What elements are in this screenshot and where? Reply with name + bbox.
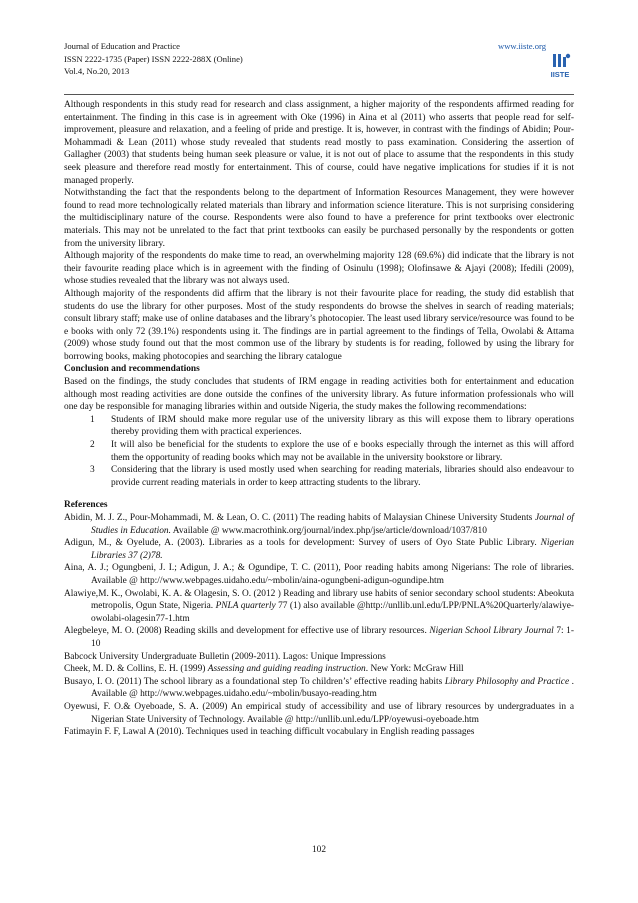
- article-body: [64, 99, 574, 739]
- discussion-paragraph-2: Notwithstanding the fact that the respondents belong to the department of Information Resources Management, they were however found to read more technologically related materials than library and information science literature. This is not surprising considering the multidisciplinary nature of the course. Respondents were also found to have a preference for print textbooks over electronic materials. This may not be unrelated to the fact that print textbooks can easily be purchased personally by the respondents or gotten from the university library.: [64, 188, 574, 249]
- reference-source: Nigerian School Library Journal: [429, 626, 554, 637]
- recommendation-item: [64, 464, 574, 489]
- recommendation-text: It will also be beneficial for the students to explore the use of e books especially through the internet as this will afford them the opportunity of reading books which may not be available in the university bookstore or library.: [111, 440, 574, 463]
- reference-item: [64, 562, 574, 587]
- recommendation-item: [64, 439, 574, 464]
- recommendation-item: [64, 414, 574, 439]
- reference-text-tail: Available @ www.macrothink.org/journal/index.php/jse/article/download/1037/810: [170, 525, 487, 536]
- reference-text: Oyewusi, F. O.& Oyeboade, S. A. (2009) An empirical study of accessibility and use of library resources by undergraduates in a Nigerian State University of Technology. Available @ http://unllib.unl.edu/LPP/oyewusi-oyeboade.htm: [64, 701, 574, 725]
- reference-text-tail: 77 (1) also available @http://unllib.unl.edu/LPP/PNLA%20Quarterly/alawiye-owolabi-olagesin77-1.htm: [91, 601, 574, 624]
- reference-item: [64, 676, 574, 701]
- recommendation-text: Considering that the library is used mostly used when searching for reading materials, libraries should also endeavour to provide current reading materials in order to keep attracting students to the library.: [111, 465, 574, 488]
- discussion-paragraph-4: Although majority of the respondents did affirm that the library is not their favourite place for reading, the study did establish that students do use the library for other purposes. Most of the study respondents do browse the shelves in search of reading materials; consult library staff; make use of online databases and the library’s photocopier. The least used library service/resource was found to be e books with only 72 (39.1%) respondents using it. The findings are in partial agreement to the findings of Tella, Owolabi & Attama (2009) whose study found out that the most common use of the library by students is for reading, followed by using the library for borrowing books, making photocopies and searching the library catalogue: [64, 288, 574, 362]
- iiste-logo-icon: [546, 53, 574, 81]
- conclusion-paragraph: Based on the findings, the study concludes that students of IRM engage in reading activities both for entertainment and education although most reading activities are done outside the confines of the university library. As future information professionals who will one day be responsible for managing libraries within and outside Nigeria, the study makes the following recommendations:: [64, 377, 574, 413]
- header-rule: [64, 94, 574, 95]
- discussion-paragraph-1: Although respondents in this study read for research and class assignment, a higher majority of the respondents affirmed reading for entertainment. The finding in this case is in agreement with Oke (1996) in Aina et al (2011) who asserts that people read for self-improvement, pleasure and relaxation, and a feeling of pride and prestige. It is, however, in contrast with the findings of Abidin; Pour-Mohammadi & Lean (2011) whose study revealed that students read mostly to pass examination. Considering the assertion of Gallagher (2003) that students being human seek pleasure or value, it is not out of place to assume that the respondents in this study seek pleasure and therefore read mostly for entertainment. This of course, could have negative implications for studies if it is not managed properly.: [64, 100, 574, 186]
- reference-text: Busayo, I. O. (2011) The school library as a foundational step To children’s’ effective reading habits: [64, 676, 445, 687]
- reference-item: [64, 512, 574, 537]
- volume-line: Vol.4, No.20, 2013: [64, 66, 130, 76]
- reference-text-tail: . Available @ http://www.webpages.uidaho.edu/~mbolin/busayo-reading.htm: [91, 676, 575, 700]
- conclusion-heading: Conclusion and recommendations: [64, 364, 200, 375]
- reference-text-tail: . New York: McGraw Hill: [365, 664, 464, 675]
- reference-source: Library Philosophy and Practice: [444, 676, 570, 687]
- page-number: 102: [311, 845, 327, 855]
- reference-text-tail: 7: 1-10: [91, 626, 574, 649]
- reference-source: Nigerian Libraries 37 (2)78.: [91, 538, 574, 561]
- reference-text: Abidin, M. J. Z., Pour-Mohammadi, M. & Lean, O. C. (2011) The reading habits of Malaysian Chinese University Students: [64, 513, 535, 523]
- reference-item: [64, 663, 574, 676]
- reference-source: Journal of Studies in Education.: [91, 513, 574, 536]
- page-header: [64, 40, 574, 94]
- logo-text: IISTE: [550, 70, 570, 79]
- journal-url-link[interactable]: www.iiste.org: [498, 41, 546, 51]
- reference-text: Alawiye,M. K., Owolabi, K. A. & Olagesin, S. O. (2012 ) Reading and library use habits of senior secondary school students: Abeokuta metropolis, Ogun State, Nigeria.: [64, 588, 574, 612]
- page: [64, 40, 575, 738]
- reference-item: [64, 537, 574, 562]
- recommendations-list: [64, 414, 574, 490]
- reference-item: [64, 588, 574, 626]
- reference-text: Alegbeleye, M. O. (2008) Reading skills and development for effective use of library resources.: [64, 626, 430, 637]
- reference-text: Adigun, M., & Oyelude, A. (2003). Libraries as a tools for development: Survey of users of Oyo State Public Library.: [64, 538, 541, 549]
- references-heading: References: [64, 500, 108, 511]
- journal-title: Journal of Education and Practice: [64, 41, 180, 51]
- reference-text: Fatimayin F. F, Lawal A (2010). Techniques used in teaching difficult vocabulary in English reading passages: [64, 727, 475, 738]
- reference-item: [64, 726, 574, 739]
- issn-line: ISSN 2222-1735 (Paper) ISSN 2222-288X (Online): [64, 53, 243, 64]
- reference-source: PNLA quarterly: [215, 601, 276, 612]
- reference-text: Cheek, M. D. & Collins, E. H. (1999): [64, 664, 208, 675]
- section-gap: [64, 489, 574, 499]
- reference-item: [64, 625, 574, 650]
- reference-item: [64, 651, 574, 664]
- recommendation-number: 2: [90, 440, 95, 451]
- reference-text: Aina, A. J.; Ogungbeni, J. I.; Adigun, J. A.; & Ogundipe, T. C. (2011), Poor reading habits among Nigerians: The role of libraries. Available @ http://www.webpages.uidaho.edu/~mbolin/aina-ogungbeni-adigun-ogundipe.htm: [64, 563, 574, 586]
- recommendation-number: 3: [90, 465, 95, 476]
- reference-text: Babcock University Undergraduate Bulletin (2009-2011). Lagos: Unique Impressions: [64, 651, 386, 662]
- discussion-paragraph-3: Although majority of the respondents do make time to read, an overwhelming majority 128 (69.6%) did indicate that the library is not their favourite reading place which is in agreement with the finding of Osinulu (1998); Olofinsawe & Ajayi (2008); Ifedili (2009), whose studies revealed that the library was not always used.: [64, 251, 574, 287]
- reference-item: [64, 701, 574, 726]
- recommendation-number: 1: [90, 414, 95, 425]
- recommendation-text: Students of IRM should make more regular use of the university library as this will expose them to library operations thereby providing them with practical experiences.: [111, 414, 574, 438]
- reference-source: Assessing and guiding reading instruction: [207, 664, 366, 675]
